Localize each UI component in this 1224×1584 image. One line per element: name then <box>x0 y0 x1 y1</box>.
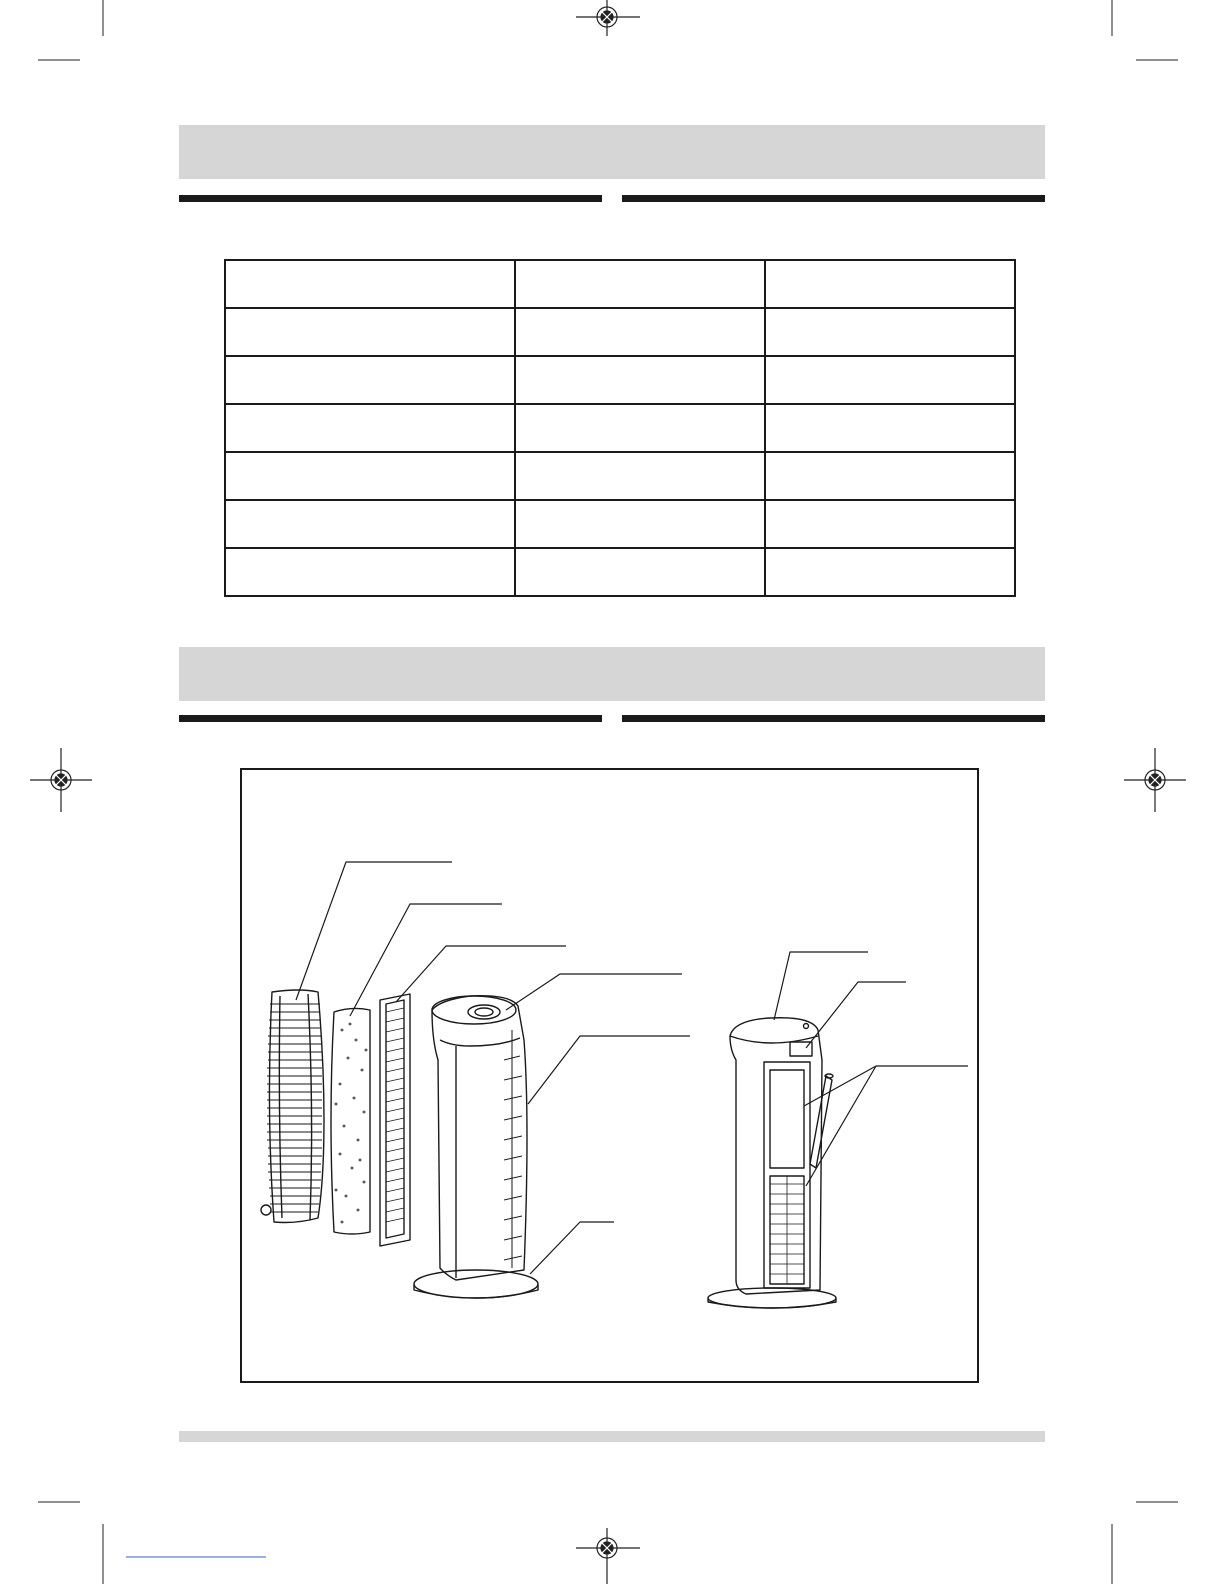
main-housing-rear-drawing <box>708 1018 836 1308</box>
main-housing-front-drawing <box>414 996 538 1298</box>
front-grille-drawing <box>261 990 324 1223</box>
footer-band <box>179 1431 1045 1442</box>
hepa-filter-drawing <box>380 994 410 1246</box>
pre-filter-drawing <box>331 1008 370 1234</box>
leader-lines-front <box>296 862 690 1274</box>
leader-lines-rear <box>774 952 968 1186</box>
